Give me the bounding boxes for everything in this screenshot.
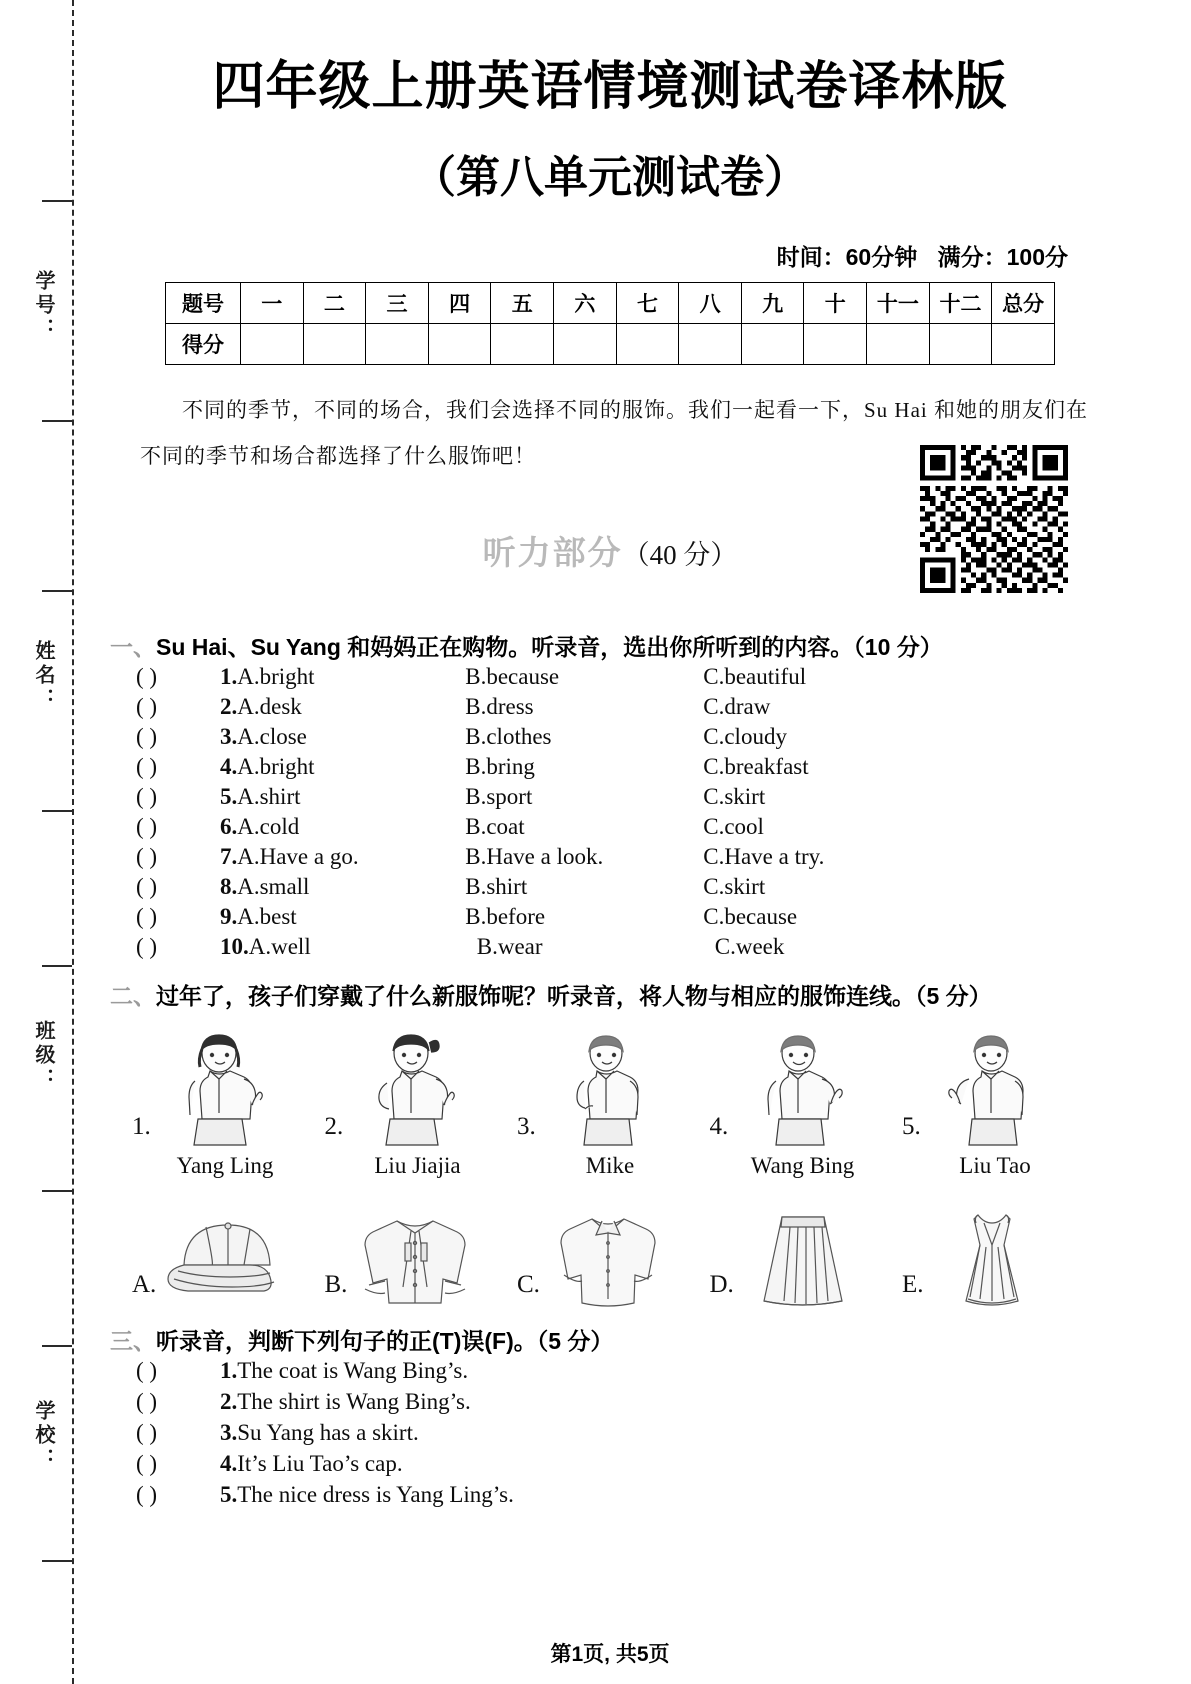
answer-blank[interactable]: ( ) [136,1358,158,1383]
person-name-1: Yang Ling [176,1153,274,1178]
answer-blank[interactable]: ( ) [136,724,158,749]
answer-blank[interactable]: ( ) [136,664,158,689]
tf-row [136,1451,1110,1482]
score-col-8: 八 [679,283,742,324]
item-number: 10. [220,934,249,959]
item-number: 7. [220,844,238,869]
option-b[interactable]: B.shirt [465,874,528,899]
clothing-index: C. [517,1271,540,1298]
option-b[interactable]: B.wear [476,934,543,959]
test-paper-page [110,0,1110,1684]
option-b[interactable]: B.because [465,664,560,689]
section-title-3: 听录音，判断下列句子的正(T)误(F)。（5 分） [156,1328,614,1354]
margin-label-school: 学校： [32,1400,54,1472]
skirt-icon [738,1213,868,1309]
mc-row [136,874,1110,904]
option-a[interactable]: A.small [237,874,310,899]
score-col-10: 十 [804,283,867,324]
clothes-row [132,1213,1088,1309]
section-heading-1 [110,629,1110,662]
mc-row [136,694,1110,724]
margin-tick [42,965,72,967]
person-index: 4. [709,1113,729,1140]
score-col-6: 六 [554,283,617,324]
section-heading-2 [110,978,1110,1011]
exam-time: 时间：60分钟 [776,244,918,270]
score-cell-total[interactable] [992,324,1055,365]
item-number: 8. [220,874,238,899]
option-b[interactable]: B.clothes [465,724,552,749]
statement-text: The coat is Wang Bing’s. [237,1358,469,1383]
mc-row [136,934,1110,964]
score-table-row-label-score: 得分 [166,324,241,365]
boy-short-hair-icon [542,1029,672,1147]
section-title-1: Su Hai、Su Yang 和妈妈正在购物。听录音，选出你所听到的内容。（10 分） [156,634,943,660]
score-col-1: 一 [241,283,304,324]
option-a[interactable]: A.well [248,934,311,959]
score-cell-5[interactable] [491,324,554,365]
person-name-2: Liu Jiajia [374,1153,461,1178]
score-cell-2[interactable] [303,324,366,365]
score-cell-11[interactable] [867,324,930,365]
option-a[interactable]: A.cold [237,814,300,839]
score-cell-3[interactable] [366,324,429,365]
item-number: 1. [220,664,238,689]
option-c[interactable]: C.beautiful [703,664,807,689]
page-footer: 第1页, 共5页 [550,1643,670,1666]
jacket-icon [351,1213,481,1309]
margin-tick [42,1345,72,1347]
answer-blank[interactable]: ( ) [136,694,158,719]
statement-text: It’s Liu Tao’s cap. [237,1451,403,1476]
item-number: 5. [220,1482,238,1507]
answer-blank[interactable]: ( ) [136,844,158,869]
answer-blank[interactable]: ( ) [136,754,158,779]
clothing-option-d[interactable] [710,1213,896,1309]
qr-code-icon [920,445,1068,593]
score-table [165,282,1055,365]
section-number-1: 一、 [110,634,156,660]
tf-row [136,1389,1110,1420]
person-5[interactable] [902,1029,1088,1147]
listening-banner-row [110,495,1110,615]
margin-tick [42,590,72,592]
score-cell-12[interactable] [929,324,992,365]
mc-row [136,904,1110,934]
mc-row [136,664,1110,694]
option-a[interactable]: A.Have a go. [237,844,359,869]
margin-label-name: 姓名： [32,640,54,712]
section-title-2: 过年了，孩子们穿戴了什么新服饰呢？听录音，将人物与相应的服饰连线。（5 分） [156,983,992,1009]
shirt-icon [544,1213,674,1309]
option-c[interactable]: C.breakfast [703,754,809,779]
item-number: 2. [220,694,238,719]
clothing-option-b[interactable] [325,1213,511,1309]
answer-blank[interactable]: ( ) [136,1451,158,1476]
score-col-12: 十二 [929,283,992,324]
mc-row [136,724,1110,754]
score-col-4: 四 [428,283,491,324]
option-c[interactable]: C.cloudy [703,724,787,749]
clothing-index: D. [709,1271,734,1298]
person-4[interactable] [710,1029,896,1147]
clothing-option-e[interactable] [902,1213,1088,1309]
score-table-header-row [166,283,1055,324]
option-c[interactable]: C.Have a try. [703,844,825,869]
cap-icon [160,1213,290,1309]
option-a[interactable]: A.desk [237,694,302,719]
tf-row [136,1420,1110,1451]
option-a[interactable]: A.best [237,904,297,929]
score-col-2: 二 [303,283,366,324]
page-subtitle: （第八单元测试卷） [412,153,808,202]
margin-tick [42,420,72,422]
option-c[interactable]: C.cool [703,814,764,839]
page-title: 四年级上册英语情境测试卷译林版 [212,58,1008,116]
option-b[interactable]: B.Have a look. [465,844,604,869]
person-name-4: Wang Bing [750,1153,855,1178]
person-index: 3. [517,1113,536,1140]
answer-blank[interactable]: ( ) [136,1389,158,1414]
score-cell-8[interactable] [679,324,742,365]
qr-code[interactable] [920,445,1068,593]
binding-dashed-line [72,0,74,1684]
clothing-index: B. [324,1271,348,1298]
exam-meta [110,239,1110,272]
item-number: 1. [220,1358,238,1383]
item-number: 2. [220,1389,238,1414]
tf-row [136,1482,1110,1513]
clothing-index: E. [902,1271,924,1298]
item-number: 6. [220,814,238,839]
option-c[interactable]: C.because [703,904,798,929]
option-a[interactable]: A.close [237,724,307,749]
answer-blank[interactable]: ( ) [136,934,158,959]
item-number: 9. [220,904,238,929]
score-cell-4[interactable] [428,324,491,365]
dress-icon [928,1213,1058,1309]
person-1[interactable] [132,1029,318,1147]
margin-tick [42,1190,72,1192]
margin-tick [42,810,72,812]
statement-text: The shirt is Wang Bing’s. [237,1389,471,1414]
person-2[interactable] [325,1029,511,1147]
boy-waving-2-icon [927,1029,1057,1147]
option-c[interactable]: C.skirt [703,874,766,899]
clothing-index: A. [132,1271,157,1298]
mc-list-section-1 [136,664,1110,964]
person-index: 1. [132,1113,151,1140]
score-col-9: 九 [741,283,804,324]
person-name-5: Liu Tao [959,1153,1031,1178]
option-b[interactable]: B.bring [465,754,535,779]
answer-blank[interactable]: ( ) [136,874,158,899]
margin-label-student-id: 学号： [32,270,54,342]
boy-waving-icon [734,1029,864,1147]
answer-blank[interactable]: ( ) [136,904,158,929]
statement-text: Su Yang has a skirt. [237,1420,419,1445]
girl-bob-hair-icon [157,1029,287,1147]
score-col-11: 十一 [867,283,930,324]
mc-row [136,844,1110,874]
score-cell-10[interactable] [804,324,867,365]
tf-row [136,1358,1110,1389]
people-row [132,1029,1088,1147]
score-cell-6[interactable] [554,324,617,365]
score-col-5: 五 [491,283,554,324]
clothing-option-c[interactable] [517,1213,703,1309]
option-c[interactable]: C.draw [703,694,771,719]
person-name-3: Mike [585,1153,635,1178]
answer-blank[interactable]: ( ) [136,784,158,809]
item-number: 5. [220,784,238,809]
answer-blank[interactable]: ( ) [136,814,158,839]
margin-tick [42,1560,72,1562]
girl-ponytail-icon [349,1029,479,1147]
score-col-7: 七 [616,283,679,324]
score-cell-7[interactable] [616,324,679,365]
margin-tick [42,200,72,202]
option-b[interactable]: B.dress [465,694,534,719]
item-number: 4. [220,1451,238,1476]
option-a[interactable]: A.bright [237,754,315,779]
answer-blank[interactable]: ( ) [136,1420,158,1445]
option-c[interactable]: C.week [714,934,785,959]
option-b[interactable]: B.sport [465,784,533,809]
item-number: 4. [220,754,238,779]
score-cell-1[interactable] [241,324,304,365]
mc-row [136,754,1110,784]
item-number: 3. [220,724,238,749]
score-col-3: 三 [366,283,429,324]
person-3[interactable] [517,1029,703,1147]
tf-list-section-3 [136,1358,1110,1513]
margin-label-class: 班级： [32,1020,54,1092]
score-table-score-row [166,324,1055,365]
clothing-option-a[interactable] [132,1213,318,1309]
person-index: 2. [324,1113,344,1140]
people-names-row [132,1153,1088,1179]
intro-paragraph: 不同的季节，不同的场合，我们会选择不同的服饰。我们一起看一下，Su Hai 和她的朋友们在不同的季节和场合都选择了什么服饰吧！ [140,398,1088,468]
statement-text: The nice dress is Yang Ling’s. [237,1482,514,1507]
mc-row [136,784,1110,814]
option-a[interactable]: A.bright [237,664,315,689]
score-table-row-label-number: 题号 [166,283,241,324]
option-c[interactable]: C.skirt [703,784,766,809]
exam-full-score: 满分：100分 [937,244,1068,270]
score-col-total: 总分 [992,283,1055,324]
mc-row [136,814,1110,844]
answer-blank[interactable]: ( ) [136,1482,158,1507]
section-number-3: 三、 [110,1328,156,1354]
option-b[interactable]: B.before [465,904,546,929]
section-number-2: 二、 [110,983,156,1009]
listening-banner-label: 听力部分 [482,534,623,571]
listening-banner-points: （40 分） [622,540,738,570]
section-heading-3 [110,1323,1110,1356]
score-cell-9[interactable] [741,324,804,365]
item-number: 3. [220,1420,238,1445]
person-index: 5. [902,1113,921,1140]
option-b[interactable]: B.coat [465,814,525,839]
option-a[interactable]: A.shirt [237,784,301,809]
